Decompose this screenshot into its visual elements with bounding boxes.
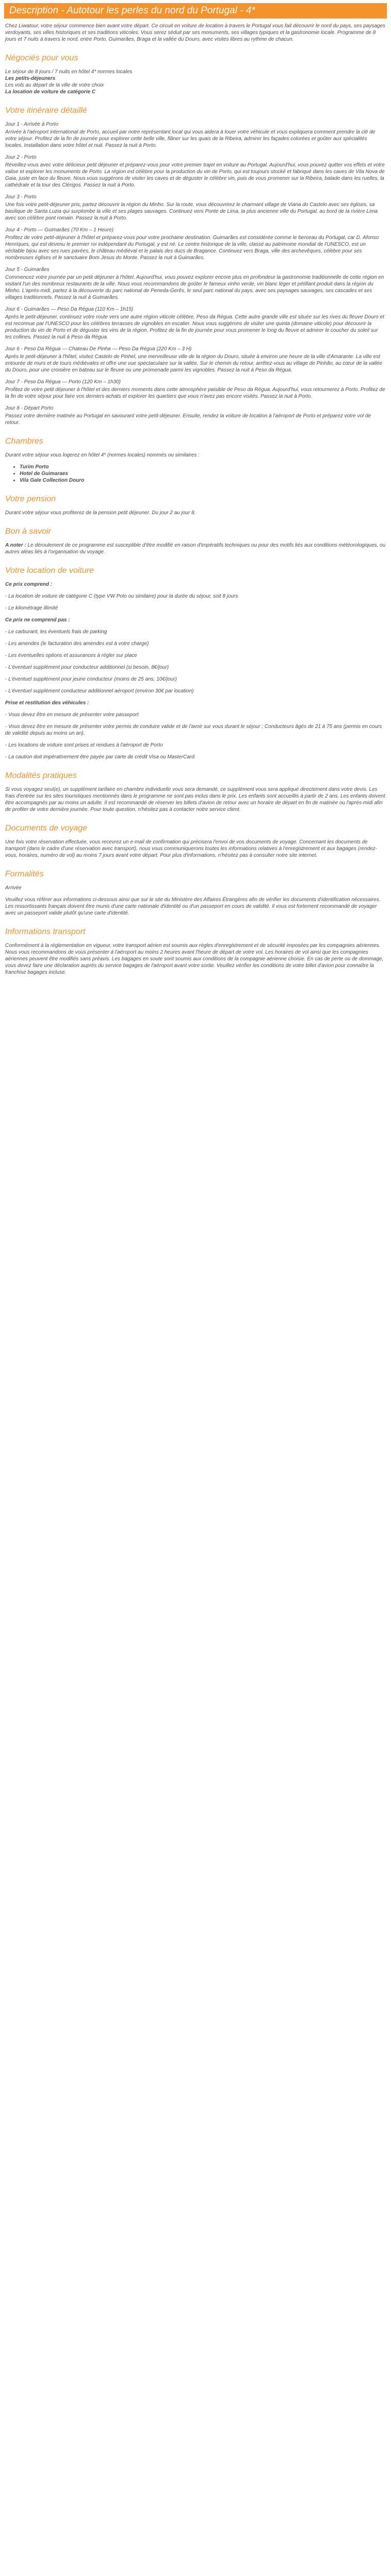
rental-exclude-item: - L'éventuel supplément pour conducteur additionnel (si besoin, 8€/jour) (5, 665, 169, 670)
included-item: Les petits-déjeuners (5, 76, 56, 81)
section-title-board: Votre pension (5, 495, 56, 503)
good-to-know-lead: A noter : (5, 543, 26, 548)
day-text: Après le petit-déjeuner, continuez votre route vers une autre région viticole célèbre, Peso da Régua. Cette autre grande ville est située sur les rives du fleuve Douro et est reconnue par l'UNESCO pour les célèbres terrasses de vignobles en escalier. Nous vous suggérons de visiter une quinta (domaine viticole) pour découvrir la production du vin de Porto et de déguster les vins de la région. Profitez de la fin de journée pour vous promener le long du fleuve et admirer le coucher du soleil sur les collines. Passez la nuit à Peso da Régua. (5, 314, 384, 340)
section-title-car-rental: Votre location de voiture (5, 566, 94, 575)
section-title-documents: Documents de voyage (5, 824, 88, 833)
itinerary-day (5, 227, 386, 261)
intro-text: Chez Liwatour, votre séjour commence bien avant votre départ. Ce circuit en voiture de location à travers le Portugal vous fait découvrir le nord du pays, ses paysages verdoyants, ses villes historiques et ses traditions viticoles. Vous serez séduit par ses monuments, ses villages typiques et la gastronomie locale. Programme de 8 jours et 7 nuits à travers le nord, entre Porto, Guimarães, Braga et la vallée du Douro, avec visites libres au rythme de chacun. (5, 23, 386, 42)
hotel-item: • Hotel de Guimaraes (20, 470, 386, 477)
good-to-know-body: Le déroulement de ce programme est susceptible d'être modifié en raison d'impératifs techniques ou pour des motifs liés aux conditions météorologiques, ou autres aléas liés à l'organisation du voyage. (5, 543, 386, 555)
day-title: Jour 3 - Porto (5, 194, 37, 200)
itinerary-day (5, 154, 386, 189)
itinerary-day (5, 346, 386, 374)
section-title-itinerary: Votre itinéraire détaillé (5, 106, 87, 115)
rental-pickup-item: - Vous devez être en mesure de présenter votre passeport (5, 712, 139, 718)
itinerary-day (5, 194, 386, 222)
rental-exclude-item: - L'éventuel supplément pour jeune conducteur (moins de 25 ans, 10€/jour) (5, 676, 177, 682)
hotel-list (5, 464, 386, 484)
rental-pickup-item: - Vous devez être en mesure de présenter votre permis de conduire valide et de l'avoir sur vous durant le séjour ; Conducteurs âgés de 21 à 75 ans (permis en cours de validité depuis au moins un an). (5, 724, 382, 736)
transport-text: Conformément à la réglementation en vigueur, votre transport aérien est soumis aux règles d'enregistrement et de sécurité imposées par les compagnies aériennes. Nous vous recommandons de vous présenter à l'aéroport au moins 2 heures avant l'heure de départ de votre vol. Les horaires de vol ainsi que les compagnies aériennes peuvent être modifiés sans préavis. Les bagages en soute sont soumis aux conditions de la compagnie aérienne choisie. En cas de perte ou de dommage, vous devez faire une déclaration auprès du service bagages de l'aéroport avant votre sortie. Veuillez vérifier les conditions de votre billet d'avion pour connaître la franchise bagages incluse. (5, 943, 384, 975)
good-to-know-text (5, 542, 386, 555)
day-text: Profitez de votre petit déjeuner à l'hôtel et des derniers moments dans cette atmosphère paisible de Peso da Régua. Aujourd'hui, vous retournerez à Porto. Profitez de la fin de votre séjour pour faire vos derniers achats et explorer les quartiers que vous n'avez pas encore visités. Passez la nuit à Porto. (5, 387, 385, 399)
included-list (5, 69, 386, 95)
section-title-rooms: Chambres (5, 437, 43, 446)
rental-exclude-item: - L'éventuel supplément conducteur additionnel aéroport (environ 30€ par location) (5, 688, 194, 694)
included-item: Les vols au départ de la ville de votre choix (5, 82, 104, 88)
rental-pickup-title: Prise et restitution des véhicules : (5, 700, 89, 706)
itinerary-day (5, 266, 386, 301)
day-text: Réveillez-vous avec votre délicieux petit déjeuner et préparez-vous pour votre premier trajet en voiture au Portugal. Aujourd'hui, vous pouvez quitter vos effets et votre valise et explorer les monuments de Porto. La région est célèbre pour la production du vin de Porto, qui est toujours stocké et fabriqué dans les caves de Vila Nova de Gaia, juste en face du fleuve. Nous vous suggérons de visiter les caves et de déguster le célèbre vin, puis de vous promener sur la Ribeira, balade dans les ruelles, la cathédrale et la tour des Clérigos. Passez la nuit à Porto. (5, 162, 385, 188)
itinerary-day (5, 379, 386, 400)
rental-excludes-title: Ce prix ne comprend pas : (5, 617, 70, 623)
board-text: Durant votre séjour vous profiterez de la pension petit déjeuner. Du jour 2 au jour 8. (5, 510, 196, 516)
hotel-item: • Turim Porto (20, 464, 386, 470)
day-title: Jour 2 - Porto (5, 155, 37, 160)
formalities-subtitle: Arrivée (5, 885, 22, 891)
day-title: Jour 5 - Guimarães (5, 267, 50, 273)
section-title-included: Négociés pour vous (5, 54, 78, 62)
hotel-item: • Vila Gale Collection Douro (20, 477, 386, 484)
section-title-formalities: Formalités (5, 870, 44, 878)
rental-pickup-item: - Les locations de voiture sont prises et rendues à l'aéroport de Porto (5, 742, 163, 748)
rental-include-item: - Le kilométrage illimité (5, 605, 58, 611)
day-text: Après le petit-déjeuner à l'hôtel, visitez Castelo de Pinhel, une merveilleuse ville de la région du Douro, située à environ une heure de la ville d'Amarante. La ville est entourée de murs et de tours médiévales et offre une vue spectaculaire sur la vallée. Sur le chemin du retour, arrêtez-vous au village de Pinhão, au cœur de la vallée du Douro, pour une croisière en bateau sur le fleuve ou une promenade parmi les vignobles. Passez la nuit à Peso da Régua. (5, 354, 382, 373)
day-title: Jour 4 - Porto — Guimarães (70 Km – 1 Heure) (5, 227, 114, 233)
day-text: Arrivée à l'aéroport international de Porto, accueil par notre représentant local qui vous aidera à louer votre véhicule et vous expliquera comment prendre la clé de votre séjour. Profitez de la fin de journée pour explorer cette belle ville, flâner sur les quais de la Ribeira, admirer les façades colorées et goûter aux spécialités locales. Installation dans votre hôtel et nuit. Passez la nuit à Porto. (5, 129, 376, 148)
section-title-good-to-know: Bon à savoir (5, 527, 51, 536)
formalities-text: Veuillez vous référer aux informations ci-dessous ainsi que sur le site du Ministère des Affaires Étrangères afin de vérifier les documents d'identification nécessaires. Les ressortissants français doivent être munis d'une carte nationale d'identité ou d'un passeport en cours de validité. Il vous est fortement recommandé de voyager avec un passeport valide plutôt qu'une carte d'identité. (5, 897, 381, 916)
rental-exclude-item: - Le carburant, les éventuels frais de parking (5, 629, 107, 635)
rental-pickup-item: - La caution doit impérativement être payée par carte de crédit Visa ou MasterCard. (5, 754, 196, 760)
day-title: Jour 8 - Départ Porto (5, 405, 54, 411)
rooms-intro: Durant votre séjour vous logerez en hôtel 4* (normes locales) nommés ou similaires : (5, 452, 200, 458)
section-title-practical: Modalités pratiques (5, 771, 77, 780)
included-item: La location de voiture de catégorie C (5, 89, 96, 95)
itinerary-day (5, 121, 386, 149)
rental-includes-title: Ce prix comprend : (5, 582, 53, 587)
included-item: Le séjour de 8 jours / 7 nuits en hôtel 4* normes locales (5, 69, 133, 75)
day-text: Profitez de votre petit-déjeuner à l'hôtel et préparez-vous pour votre prochaine destination. Guimarães est considérée comme le berceau du Portugal, car D. Afonso Henriques, qui est devenu le premier roi indépendant du Portugal, y est né. Le centre historique de la ville, classé au patrimoine mondial de l'UNESCO, est un véritable bijou avec ses rues pavées, le château médiéval et le palais des ducs de Bragance. Continuez vers Braga, ville des archevêques, célèbre pour ses nombreuses églises et le sanctuaire Bom Jesus do Monte. Passez la nuit à Guimarães. (5, 235, 379, 261)
itinerary-day (5, 306, 386, 341)
page-title: Description - Autotour les perles du nord du Portugal - 4* (4, 3, 387, 19)
rental-exclude-item: - Les éventuelles options et assurances à régler sur place (5, 653, 137, 658)
description-body (0, 19, 391, 976)
section-title-transport: Informations transport (5, 927, 86, 936)
rental-exclude-item: - Les amendes (le facturation des amendes est à votre charge) (5, 641, 149, 647)
documents-text: Une fois votre réservation effectuée, vous recevrez un e-mail de confirmation qui précisera l'envoi de vos documents de voyage. Concernant les documents de transport (dans le cadre d'une réservation avec transport), nous vous communiquerons toutes les informations relatives à l'enregistrement et aux bagages (rendez-vous, horaires, numéro de vol) au moins 7 jours avant votre départ. Pour plus d'informations, n'hésitez pas à consulter notre site internet. (5, 839, 377, 858)
day-title: Jour 7 - Peso Da Régua — Porto (120 Km – 1h30) (5, 379, 121, 385)
itinerary-day (5, 405, 386, 426)
rental-include-item: - La location de voiture de catégorie C (type VW Polo ou similaire) pour la durée du séjour, soit 8 jours (5, 594, 238, 599)
day-title: Jour 6 - Guimarães — Peso Da Régua (110 Km – 1h15) (5, 307, 134, 312)
practical-text: Si vous voyagez seul(e), un supplément tarifaire en chambre individuelle vous sera demandé, ce supplément vous sera appliqué directement dans votre devis. Les frais d'entrée sur les sites touristiques mentionnés dans le programme ne sont pas inclus dans le prix. Les enfants sont accueillis à partir de 2 ans. Les enfants doivent être accompagnés par au moins un adulte. Il est recommandé de réserver les billets d'avion de retour avec un horaire de départ en fin de matinée ou l'après-midi afin de profiter de votre dernière journée. Pour toute question, n'hésitez pas à contacter notre service client. (5, 787, 385, 812)
day-text: Passez votre dernière matinée au Portugal en savourant votre petit-déjeuner. Ensuite, rendez la voiture de location à l'aéroport de Porto et préparez votre vol de retour. (5, 413, 371, 426)
day-title: Jour 6 - Peso Da Régua — Chateau De Pinha — Peso Da Régua (220 Km – 3 H) (5, 346, 192, 352)
day-text: Une fois votre petit-déjeuner pris, partez découvrir la région du Minho. Sur la route, vous découvrirez le charmant village de Viana do Castelo avec ses églises, sa basilique de Santa Luzia qui surplombe la ville et ses plages sauvages. Continuez vers Ponte de Lima, la plus ancienne ville du Portugal, au bord de la rivière Lima avec son célèbre pont romain. Passez la nuit à Porto. (5, 202, 378, 221)
day-title: Jour 1 - Arrivée à Porto (5, 122, 59, 127)
day-text: Commencez votre journée par un petit déjeuner à l'hôtel. Aujourd'hui, vous pouvez explorer encore plus en profondeur la gastronomie traditionnelle de cette région en visitant l'un des nombreux restaurants de la ville. Nous vous recommandons de goûter le fameux vinho verde, vin blanc léger et pétillant produit dans la région du Minho. L'après-midi, partez à la découverte du parc national de Peneda-Gerês, le seul parc national du pays, avec ses paysages sauvages, ses cascades et ses villages traditionnels. Passez la nuit à Guimarães. (5, 275, 384, 300)
